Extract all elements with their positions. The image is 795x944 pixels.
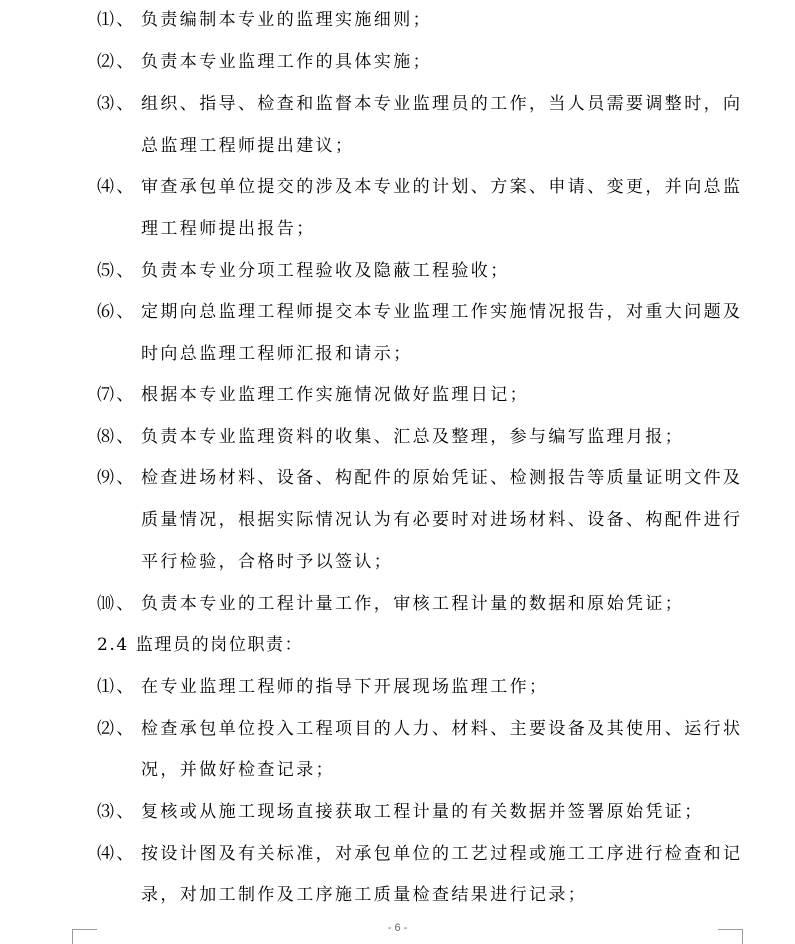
item-number: ⑶、 [97, 802, 136, 822]
item-number: ⑻、 [97, 427, 136, 447]
item-number: ⑺、 [97, 385, 136, 405]
item-number: ⑴、 [97, 10, 136, 30]
item-text: 负责本专业分项工程验收及隐蔽工程验收； [141, 261, 510, 281]
item-text: 负责本专业监理资料的收集、汇总及整理，参与编写监理月报； [141, 427, 685, 447]
item-number: ⑶、 [97, 94, 136, 114]
item-text: 负责本专业监理工作的具体实施； [141, 52, 432, 72]
item-text: 总监理工程师提出建议； [141, 136, 355, 156]
item-text: 质量情况，根据实际情况认为有必要时对进场材料、设备、构配件进行 [141, 510, 743, 530]
item-text: 检查承包单位投入工程项目的人力、材料、主要设备及其使用、运行状 [141, 719, 743, 739]
item-text: 录，对加工制作及工序施工质量检查结果进行记录； [141, 885, 588, 905]
item-text: 复核或从施工现场直接获取工程计量的有关数据并签署原始凭证； [141, 802, 704, 822]
item-text: 定期向总监理工程师提交本专业监理工作实施情况报告，对重大问题及 [141, 302, 743, 322]
section-heading: 2.4 监理员的岗位职责： [97, 635, 304, 655]
item-text: 组织、指导、检查和监督本专业监理员的工作，当人员需要调整时，向 [141, 94, 743, 114]
item-text: 况，并做好检查记录； [141, 760, 335, 780]
item-text: 在专业监理工程师的指导下开展现场监理工作； [141, 677, 549, 697]
item-number: ⑵、 [97, 52, 136, 72]
item-number: ⑹、 [97, 302, 136, 322]
item-text: 检查进场材料、设备、构配件的原始凭证、检测报告等质量证明文件及 [141, 468, 743, 488]
item-number: ⑼、 [97, 468, 136, 488]
item-number: ⑷、 [97, 844, 136, 864]
item-text: 审查承包单位提交的涉及本专业的计划、方案、申请、变更，并向总监 [141, 177, 743, 197]
item-text: 根据本专业监理工作实施情况做好监理日记； [141, 385, 529, 405]
item-number: ⑵、 [97, 719, 136, 739]
item-number: ⑴、 [97, 677, 136, 697]
item-number: ⑽、 [97, 594, 136, 614]
item-text: 时向总监理工程师汇报和请示； [141, 344, 413, 364]
page-number: - 6 - [387, 922, 408, 934]
item-text: 理工程师提出报告； [141, 219, 316, 239]
item-text: 平行检验，合格时予以签认； [141, 552, 394, 572]
item-text: 按设计图及有关标准，对承包单位的工艺过程或施工工序进行检查和记 [141, 844, 743, 864]
item-number: ⑸、 [97, 261, 136, 281]
item-text: 负责本专业的工程计量工作，审核工程计量的数据和原始凭证； [141, 594, 685, 614]
item-text: 负责编制本专业的监理实施细则； [141, 10, 432, 30]
item-number: ⑷、 [97, 177, 136, 197]
